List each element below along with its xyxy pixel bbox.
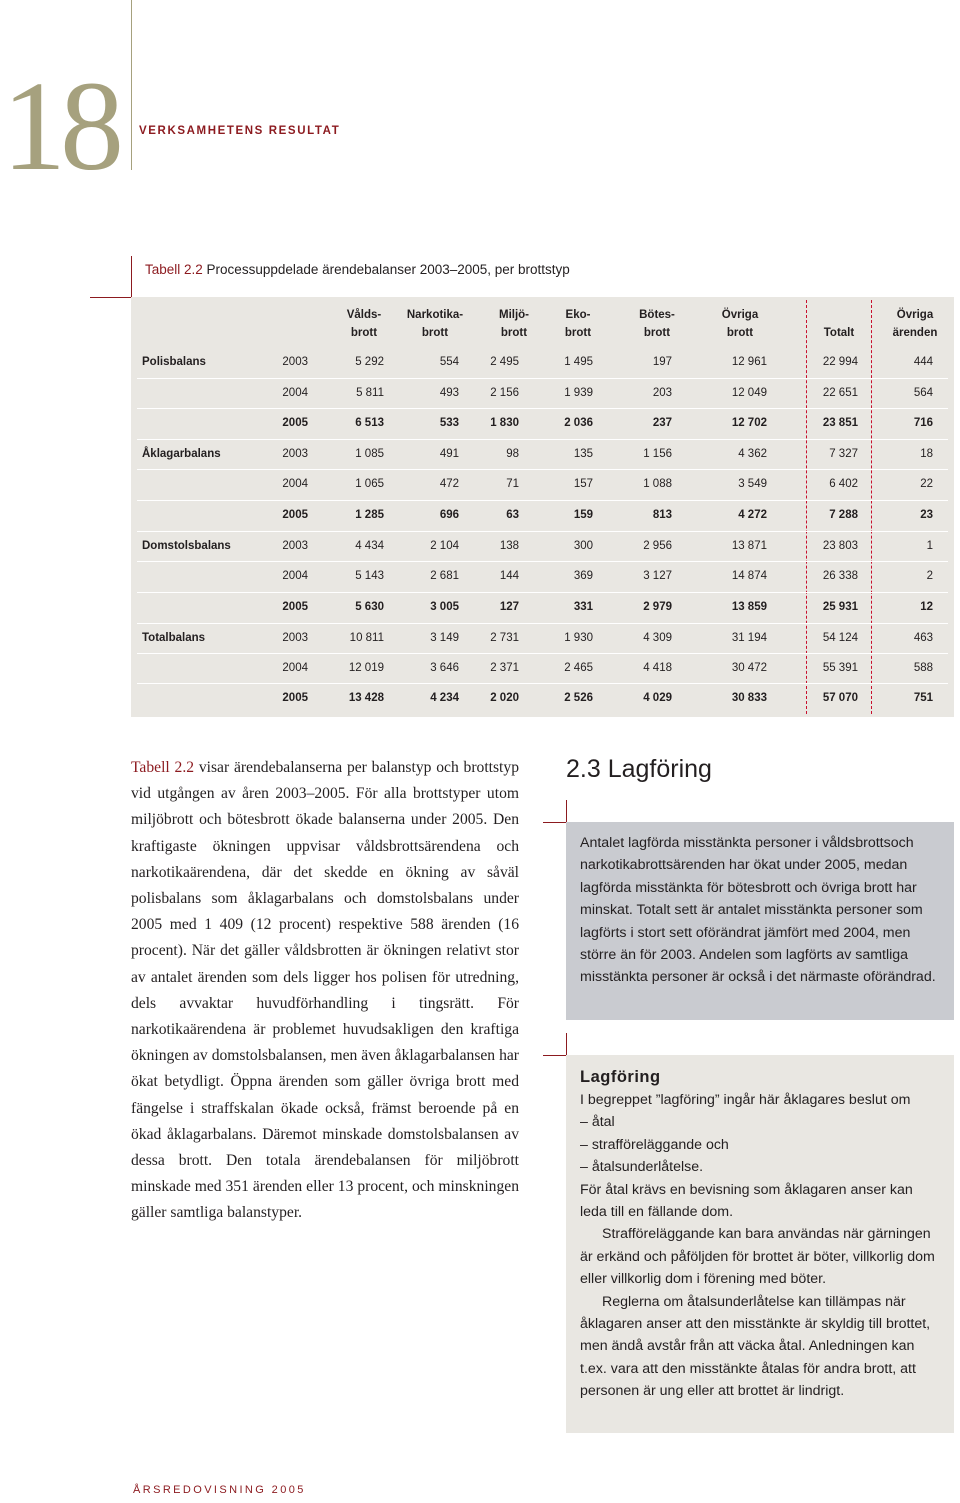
table-cell: 4 362 — [738, 448, 767, 460]
table-cell: 564 — [913, 387, 933, 399]
column-header: brott — [350, 327, 378, 339]
column-header: Övriga — [896, 309, 934, 321]
table-cell: 751 — [913, 692, 933, 704]
table-cell: 533 — [439, 417, 459, 429]
row-divider — [137, 469, 948, 470]
row-year: 2004 — [282, 662, 308, 674]
table-cell: 98 — [506, 448, 519, 460]
table-cell: 813 — [652, 509, 672, 521]
table-cell: 25 931 — [822, 601, 858, 613]
table-cell: 5 630 — [355, 601, 384, 613]
table-cell: 12 049 — [731, 387, 767, 399]
row-year: 2005 — [282, 509, 308, 521]
row-divider — [137, 439, 948, 440]
table-cell: 2 681 — [430, 570, 459, 582]
table-cell: 30 833 — [731, 692, 767, 704]
table-cell: 22 651 — [822, 387, 858, 399]
column-header: Övriga — [721, 309, 759, 321]
table-cell: 157 — [573, 478, 593, 490]
table-cell: 4 434 — [355, 540, 384, 552]
table-cell: 2 — [926, 570, 933, 582]
table-cell: 22 994 — [822, 356, 858, 368]
table-cell: 237 — [652, 417, 672, 429]
table-cell: 1 495 — [564, 356, 593, 368]
header-divider — [131, 0, 132, 170]
table-cell: 135 — [573, 448, 593, 460]
table-cell: 13 859 — [731, 601, 767, 613]
column-header: Miljö- — [498, 309, 530, 321]
column-header: Vålds- — [346, 309, 382, 321]
table-cell: 203 — [652, 387, 672, 399]
table-cell: 71 — [506, 478, 519, 490]
table-cell: 1 939 — [564, 387, 593, 399]
column-header: Bötes- — [639, 309, 675, 321]
column-header: Narkotika- — [406, 309, 464, 321]
row-divider — [137, 378, 948, 379]
table-cell: 127 — [499, 601, 519, 613]
body-text: visar ärendebalanserna per balanstyp och brottstyp vid utgången av åren 2003–2005. För alla brottstyper utom miljöbrott och bötesbrott ökade balanserna under 2005. Den kraftigaste ökningen uppvisar våldsbrottsärendena och narkotikaärendena, där det skedde en ökning av såväl polisbalans som åklagarbalans och domstolsbalans under 2005 med 1 409 (12 procent) respektive 588 ärenden (16 procent). När det gäller våldsbrotten är ökningen relativt stor av antalet ärenden som dels ligger hos polisen för utredning, dels avvaktar huvudförhandling i tingsrätt. För narkotikaärendena är problemet huvudsakligen den kraftiga ökningen av domstolsbalansen, men även åklagarbalansen har ökat betydligt. Öppna ärenden som gäller övriga brott med fängelse i straffskalan ökade också, främst beroende på en ökad åklagarbalans. Däremot minskade domstolsbalansen av dessa brott. Den totala ärendebalansen för miljöbrott minskade med 351 ärenden eller 13 procent, och minskningen gäller samtliga balanstyper. — [131, 759, 519, 1222]
fact-box — [566, 1055, 954, 1433]
table-cell: 30 472 — [731, 662, 767, 674]
table-cell: 463 — [913, 632, 933, 644]
column-header: ärenden — [892, 327, 938, 339]
row-group-label: Åklagarbalans — [142, 448, 221, 460]
summary-box — [566, 822, 954, 1020]
fact-box-paragraph: Strafföreläggande kan bara användas när gärningen är erkänd och påföljden för brottet är böter, villkorlig dom eller villkorlig dom i förening med böter. — [580, 1226, 935, 1288]
summary-text: Antalet lagförda misstänkta personer i våldsbrottsoch narkotikabrottsärenden har ökat under 2005, medan lagförda misstänkta för bötesbrott och övriga brott har minskat. Totalt sett är antalet misstänkta personer som lagförts i stort sett oförändrat jämfört med 2004, men större än för 2003. Andelen som lagförts av samtliga misstänkta personer är också i det närmaste oförändrad. — [580, 835, 936, 986]
row-divider — [137, 561, 948, 562]
row-year: 2004 — [282, 570, 308, 582]
table-cell: 1 156 — [643, 448, 672, 460]
column-header: brott — [726, 327, 754, 339]
table-cell: 3 149 — [430, 632, 459, 644]
table-cell: 14 874 — [731, 570, 767, 582]
table-cell: 197 — [652, 356, 672, 368]
table-cell: 4 272 — [738, 509, 767, 521]
table-cell: 10 811 — [349, 632, 384, 644]
table-cell: 4 029 — [643, 692, 672, 704]
table-cell: 7 327 — [829, 448, 858, 460]
table-cell: 6 402 — [829, 478, 858, 490]
table-cell: 3 005 — [430, 601, 459, 613]
page-number: 18 — [2, 55, 118, 197]
footer: ÅRSREDOVISNING 2005 — [133, 1484, 306, 1496]
table-cell: 4 418 — [643, 662, 672, 674]
table-cell: 26 338 — [822, 570, 858, 582]
table-cell: 138 — [499, 540, 519, 552]
column-header: brott — [421, 327, 449, 339]
table-cell: 57 070 — [822, 692, 858, 704]
row-group-label: Domstolsbalans — [142, 540, 231, 552]
table-cell: 696 — [439, 509, 459, 521]
fact-box-title: Lagföring — [580, 1068, 661, 1086]
table-caption-text: Processuppdelade ärendebalanser 2003–2005, per brottstyp — [202, 262, 570, 277]
table-cell: 3 646 — [430, 662, 459, 674]
table-cell: 2 956 — [643, 540, 672, 552]
table-cell: 2 371 — [490, 662, 519, 674]
table-cell: 18 — [920, 448, 933, 460]
table-cell: 716 — [913, 417, 933, 429]
table-cell: 4 234 — [430, 692, 459, 704]
row-divider — [137, 623, 948, 624]
table-cell: 2 156 — [490, 387, 519, 399]
body-paragraph — [131, 755, 519, 1227]
fact-box-intro: I begreppet ”lagföring” ingår här åklagares beslut om — [580, 1092, 911, 1108]
table-cell: 12 019 — [348, 662, 384, 674]
fact-box-paragraph: För åtal krävs en bevisning som åklagaren anser kan leda till en fällande dom. — [580, 1181, 913, 1221]
row-group-label: Totalbalans — [142, 632, 206, 644]
section-title: VERKSAMHETENS RESULTAT — [139, 125, 341, 137]
section-heading: 2.3 Lagföring — [566, 755, 712, 783]
row-divider — [137, 408, 948, 409]
table-cell: 23 — [920, 509, 933, 521]
row-year: 2005 — [282, 601, 308, 613]
table-cell: 55 391 — [822, 662, 858, 674]
table-cell: 2 526 — [564, 692, 593, 704]
table-cell: 554 — [439, 356, 459, 368]
table-cell: 1 065 — [355, 478, 384, 490]
table-cell: 23 803 — [822, 540, 858, 552]
table-cell: 12 702 — [731, 417, 767, 429]
table-cell: 493 — [439, 387, 459, 399]
row-year: 2004 — [282, 387, 308, 399]
table-cell: 13 871 — [731, 540, 767, 552]
row-group-label: Polisbalans — [142, 356, 206, 368]
table-cell: 472 — [439, 478, 459, 490]
table-cell: 1 285 — [355, 509, 384, 521]
row-year: 2005 — [282, 692, 308, 704]
row-divider — [137, 531, 948, 532]
row-divider — [137, 683, 948, 684]
row-year: 2003 — [282, 540, 308, 552]
row-year: 2003 — [282, 632, 308, 644]
row-divider — [137, 500, 948, 501]
row-year: 2004 — [282, 478, 308, 490]
fact-box-item: – åtal — [580, 1114, 615, 1131]
row-year: 2003 — [282, 448, 308, 460]
column-header: brott — [500, 327, 528, 339]
table-cell: 159 — [573, 509, 593, 521]
table-cell: 2 465 — [564, 662, 593, 674]
table-cell: 144 — [499, 570, 519, 582]
table-cell: 31 194 — [731, 632, 767, 644]
row-divider — [137, 592, 948, 593]
table-cell: 1 — [926, 540, 933, 552]
column-header: Eko- — [565, 309, 591, 321]
fact-box-item: – strafföreläggande och — [580, 1136, 729, 1153]
table-cell: 23 851 — [822, 417, 858, 429]
column-header: Totalt — [823, 327, 855, 339]
table-cell: 3 127 — [643, 570, 672, 582]
table-caption-label: Tabell 2.2 — [145, 262, 203, 277]
table-cell: 2 731 — [490, 632, 519, 644]
table-cell: 2 979 — [643, 601, 672, 613]
column-header: brott — [643, 327, 671, 339]
table-cell: 22 — [920, 478, 933, 490]
row-year: 2003 — [282, 356, 308, 368]
table-cell: 1 930 — [564, 632, 593, 644]
table-cell: 5 292 — [355, 356, 384, 368]
table-cell: 2 495 — [490, 356, 519, 368]
table-caption — [145, 262, 570, 277]
table-cell: 331 — [573, 601, 593, 613]
table-cell: 12 — [920, 601, 933, 613]
table-cell: 1 830 — [490, 417, 519, 429]
table-cell: 2 020 — [490, 692, 519, 704]
table-cell: 54 124 — [822, 632, 858, 644]
table-cell: 7 288 — [829, 509, 858, 521]
table-cell: 4 309 — [643, 632, 672, 644]
table-cell: 444 — [913, 356, 933, 368]
fact-box-content — [580, 1065, 942, 1403]
table-cell: 2 104 — [430, 540, 459, 552]
table-cell: 3 549 — [738, 478, 767, 490]
table-cell: 2 036 — [564, 417, 593, 429]
table-cell: 1 085 — [355, 448, 384, 460]
table-cell: 13 428 — [348, 692, 384, 704]
fact-box-item: – åtalsunderlåtelse. — [580, 1159, 704, 1176]
body-ref-label: Tabell 2.2 — [131, 759, 195, 776]
table-cell: 491 — [439, 448, 459, 460]
column-header: brott — [564, 327, 592, 339]
table-cell: 1 088 — [643, 478, 672, 490]
table-cell: 5 811 — [356, 387, 384, 399]
table-cell: 63 — [506, 509, 519, 521]
table-cell: 5 143 — [355, 570, 384, 582]
table-cell: 369 — [573, 570, 593, 582]
table-cell: 6 513 — [355, 417, 384, 429]
table-cell: 588 — [913, 662, 933, 674]
table-cell: 12 961 — [731, 356, 767, 368]
row-divider — [137, 653, 948, 654]
row-year: 2005 — [282, 417, 308, 429]
table-cell: 300 — [573, 540, 593, 552]
fact-box-paragraph: Reglerna om åtalsunderlåtelse kan tillämpas när åklagaren anser att den misstänkte är skyldig till brottet, men ändå avstår från att väcka åtal. Anledningen kan t.ex. vara att den misstänkte åtalas för andra brott, att personen är ung eller att brottet är lindrigt. — [580, 1293, 931, 1400]
